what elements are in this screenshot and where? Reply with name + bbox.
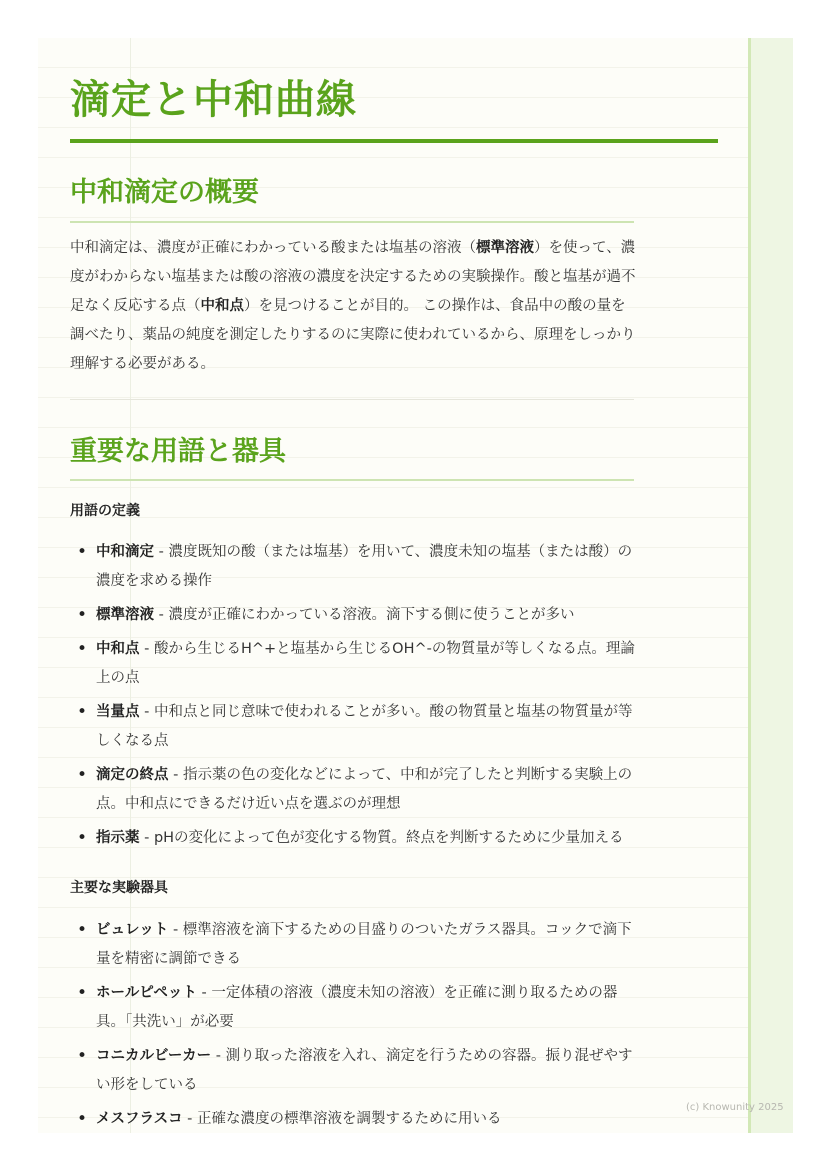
- title-underline: [70, 139, 718, 143]
- subheading-definitions: 用語の定義: [70, 503, 140, 519]
- equipment-description: - 測り取った溶液を入れ、滴定を行うための容器。振り混ぜやすい形をしている: [96, 1048, 633, 1093]
- term-description: - 酸から生じるH^+と塩基から生じるOH^-の物質量が等しくなる点。理論上の点: [96, 641, 635, 686]
- list-item: [70, 1042, 636, 1100]
- list-item: [70, 538, 636, 596]
- list-item: [70, 979, 636, 1037]
- section-underline: [70, 221, 634, 223]
- equipment-label: メスフラスコ: [96, 1111, 183, 1127]
- overview-text-1: 中和滴定は、濃度が正確にわかっている酸または塩基の溶液（: [70, 240, 476, 256]
- term-label: 中和点: [96, 641, 140, 657]
- page-content: [38, 38, 790, 1133]
- section-heading-terms: 重要な用語と器具: [70, 436, 286, 467]
- subheading-equipment: 主要な実験器具: [70, 880, 168, 896]
- list-item: [70, 635, 636, 693]
- list-item: [70, 824, 636, 853]
- equipment-description: - 正確な濃度の標準溶液を調製するために用いる: [182, 1111, 502, 1127]
- term-label: 滴定の終点: [96, 767, 169, 783]
- list-item: [70, 761, 636, 819]
- page-title: 滴定と中和曲線: [70, 77, 357, 123]
- term-description: - 濃度が正確にわかっている溶液。滴下する側に使うことが多い: [154, 607, 575, 623]
- section-underline: [70, 479, 634, 481]
- list-item: [70, 916, 636, 974]
- term-label: 中和滴定: [96, 544, 154, 560]
- note-page: [38, 38, 790, 1133]
- equipment-list: [70, 916, 636, 1134]
- equipment-label: ビュレット: [96, 922, 169, 938]
- section-heading-overview: 中和滴定の概要: [70, 177, 259, 208]
- equipment-label: ホールピペット: [96, 985, 197, 1001]
- list-item: [70, 1105, 636, 1134]
- overview-text-2: ）を使って、濃度がわからない塩基または酸の溶液の濃度を決定するための実験操作。酸と塩基が過不足なく反応する点（: [70, 240, 636, 314]
- term-description: - 中和点と同じ意味で使われることが多い。酸の物質量と塩基の物質量が等しくなる点: [96, 704, 633, 749]
- term-description: - 濃度既知の酸（または塩基）を用いて、濃度未知の塩基（または酸）の濃度を求める操作: [96, 544, 633, 589]
- terms-list: [70, 538, 636, 853]
- equipment-description: - 標準溶液を滴下するための目盛りのついたガラス器具。コックで滴下量を精密に調節できる: [96, 922, 632, 967]
- term-description: - 指示薬の色の変化などによって、中和が完了したと判断する実験上の点。中和点にできるだけ近い点を選ぶのが理想: [96, 767, 633, 812]
- overview-paragraph: [70, 234, 636, 379]
- overview-strong-2: 中和点: [200, 298, 244, 314]
- term-label: 当量点: [96, 704, 140, 720]
- overview-strong-1: 標準溶液: [476, 240, 534, 256]
- equipment-label: コニカルビーカー: [96, 1048, 212, 1064]
- overview-text-3: ）を見つけることが目的。 この操作は、食品中の酸の量を調べたり、薬品の純度を測定したりするのに実際に使われているから、原理をしっかり理解する必要がある。: [70, 298, 636, 372]
- term-description: - pHの変化によって色が変化する物質。終点を判断するために少量加える: [139, 830, 624, 846]
- section-divider: [70, 399, 634, 400]
- equipment-description: - 一定体積の溶液（濃度未知の溶液）を正確に測り取るための器具。「共洗い」が必要: [96, 985, 618, 1030]
- copyright-footer: (c) Knowunity 2025: [686, 1102, 784, 1113]
- term-label: 標準溶液: [96, 607, 154, 623]
- term-label: 指示薬: [96, 830, 140, 846]
- list-item: [70, 698, 636, 756]
- list-item: [70, 601, 636, 630]
